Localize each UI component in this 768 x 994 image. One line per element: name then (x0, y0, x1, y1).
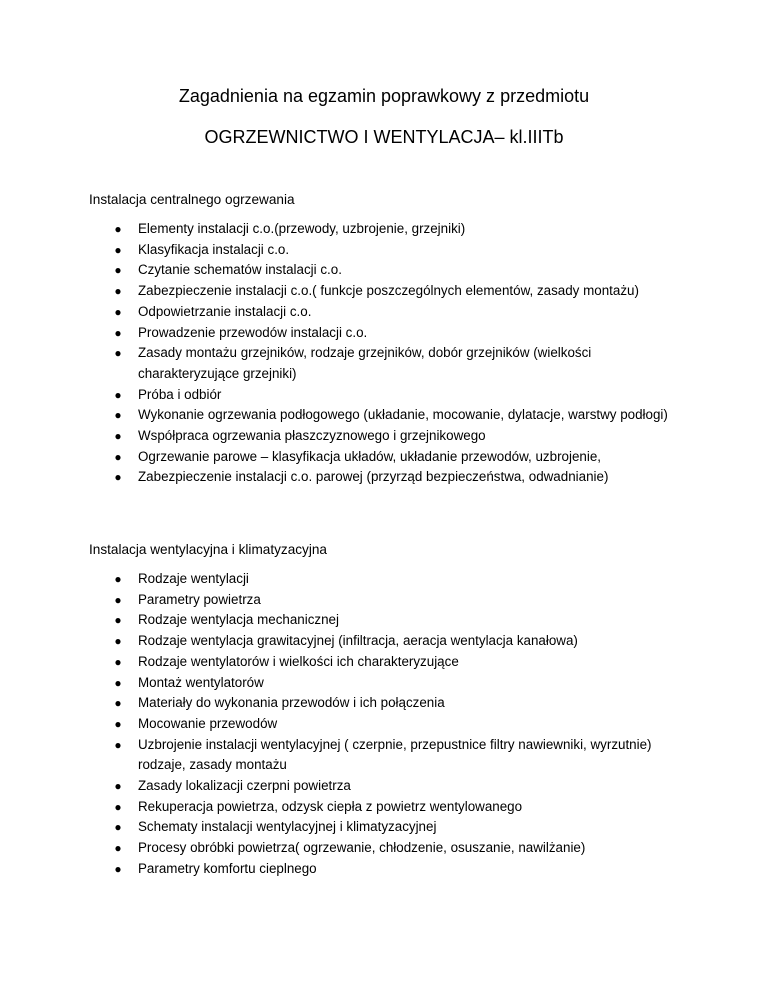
bullet-icon: ● (114, 861, 122, 876)
bullet-icon: ● (114, 242, 122, 257)
bullet-icon: ● (114, 263, 122, 278)
list-item (112, 631, 672, 652)
list-item (112, 673, 672, 694)
list-item-text: Procesy obróbki powietrza( ogrzewanie, chłodzenie, osuszanie, nawilżanie) (138, 840, 586, 856)
list-item-text: Materiały do wykonania przewodów i ich połączenia (138, 695, 445, 711)
list-item-text: Rodzaje wentylacja grawitacyjnej (infiltracja, aeracja wentylacja kanałowa) (138, 633, 578, 649)
bullet-icon: ● (114, 284, 122, 299)
list-item-text: Próba i odbiór (138, 386, 222, 402)
central-heating-topic-list (112, 219, 672, 488)
bullet-icon: ● (114, 654, 122, 669)
bullet-icon: ● (114, 325, 122, 340)
bullet-icon: ● (114, 716, 122, 731)
list-item-text: Rodzaje wentylacja mechanicznej (138, 612, 339, 628)
list-item (112, 219, 672, 240)
list-item-text: Uzbrojenie instalacji wentylacyjnej ( czerpnie, przepustnice filtry nawiewniki, wyrzutnie) rodzaje, zasady montażu (138, 736, 652, 773)
list-item (112, 735, 672, 776)
list-item-text: Rodzaje wentylacji (138, 571, 249, 586)
bullet-icon: ● (114, 696, 122, 711)
bullet-icon: ● (114, 429, 122, 444)
list-item (112, 260, 672, 281)
bullet-icon: ● (114, 634, 122, 649)
list-item-text: Wykonanie ogrzewania podłogowego (układanie, mocowanie, dylatacje, warstwy podłogi) (138, 407, 668, 423)
list-item-text: Zabezpieczenie instalacji c.o.( funkcje poszczególnych elementów, zasady montażu) (138, 283, 639, 299)
list-item-text: Montaż wentylatorów (138, 674, 264, 690)
document-title-line-2: OGRZEWNICTWO I WENTYLACJA– kl.IIITb (204, 127, 564, 147)
bullet-icon: ● (114, 820, 122, 835)
bullet-icon: ● (114, 737, 122, 752)
list-item-text: Rodzaje wentylatorów i wielkości ich charakteryzujące (138, 653, 459, 669)
list-item (112, 405, 672, 426)
list-item (112, 859, 672, 880)
list-item (112, 385, 672, 406)
bullet-icon: ● (114, 572, 122, 586)
bullet-icon: ● (114, 387, 122, 402)
list-item (112, 838, 672, 859)
list-item-text: Mocowanie przewodów (138, 715, 278, 731)
section-heading-central-heating: Instalacja centralnego ogrzewania (89, 192, 295, 207)
bullet-icon: ● (114, 841, 122, 856)
list-item (112, 817, 672, 838)
bullet-icon: ● (114, 449, 122, 464)
list-item (112, 652, 672, 673)
list-item (112, 714, 672, 735)
list-item (112, 323, 672, 344)
bullet-icon: ● (114, 408, 122, 423)
list-item-text: Zasady lokalizacji czerpni powietrza (138, 778, 351, 794)
list-item (112, 776, 672, 797)
list-item (112, 590, 672, 611)
bullet-icon: ● (114, 675, 122, 690)
list-item-text: Klasyfikacja instalacji c.o. (138, 241, 290, 257)
ventilation-topic-list (112, 569, 672, 880)
list-item-text: Parametry komfortu cieplnego (138, 860, 317, 876)
list-item (112, 343, 672, 384)
list-item-text: Zabezpieczenie instalacji c.o. parowej (przyrząd bezpieczeństwa, odwadnianie) (138, 469, 609, 485)
list-item-text: Parametry powietrza (138, 591, 261, 607)
list-item (112, 302, 672, 323)
bullet-icon: ● (114, 613, 122, 628)
list-item-text: Odpowietrzanie instalacji c.o. (138, 303, 312, 319)
list-item-text: Schematy instalacji wentylacyjnej i klimatyzacyjnej (138, 819, 437, 835)
list-item-text: Czytanie schematów instalacji c.o. (138, 262, 342, 278)
bullet-icon: ● (114, 779, 122, 794)
bullet-icon: ● (114, 592, 122, 607)
bullet-icon: ● (114, 470, 122, 485)
list-item (112, 447, 672, 468)
list-item-text: Ogrzewanie parowe – klasyfikacja układów, układanie przewodów, uzbrojenie, (138, 448, 601, 464)
list-item (112, 467, 672, 488)
list-item (112, 426, 672, 447)
list-item (112, 240, 672, 261)
bullet-icon: ● (114, 222, 122, 236)
bullet-icon: ● (114, 304, 122, 319)
list-item-text: Rekuperacja powietrza, odzysk ciepła z powietrz wentylowanego (138, 798, 523, 814)
section-heading-ventilation: Instalacja wentylacyjna i klimatyzacyjna (89, 542, 327, 557)
list-item (112, 569, 672, 590)
list-item-text: Elementy instalacji c.o.(przewody, uzbrojenie, grzejniki) (138, 221, 466, 236)
document-title-line-1: Zagadnienia na egzamin poprawkowy z przedmiotu (178, 86, 590, 106)
list-item-text: Zasady montażu grzejników, rodzaje grzejników, dobór grzejników (wielkości charakteryzujące grzejniki) (138, 345, 592, 381)
list-item (112, 693, 672, 714)
list-item (112, 281, 672, 302)
bullet-icon: ● (114, 346, 122, 361)
list-item (112, 797, 672, 818)
list-item-text: Prowadzenie przewodów instalacji c.o. (138, 324, 368, 340)
list-item-text: Współpraca ogrzewania płaszczyznowego i grzejnikowego (138, 428, 486, 444)
bullet-icon: ● (114, 799, 122, 814)
list-item (112, 610, 672, 631)
